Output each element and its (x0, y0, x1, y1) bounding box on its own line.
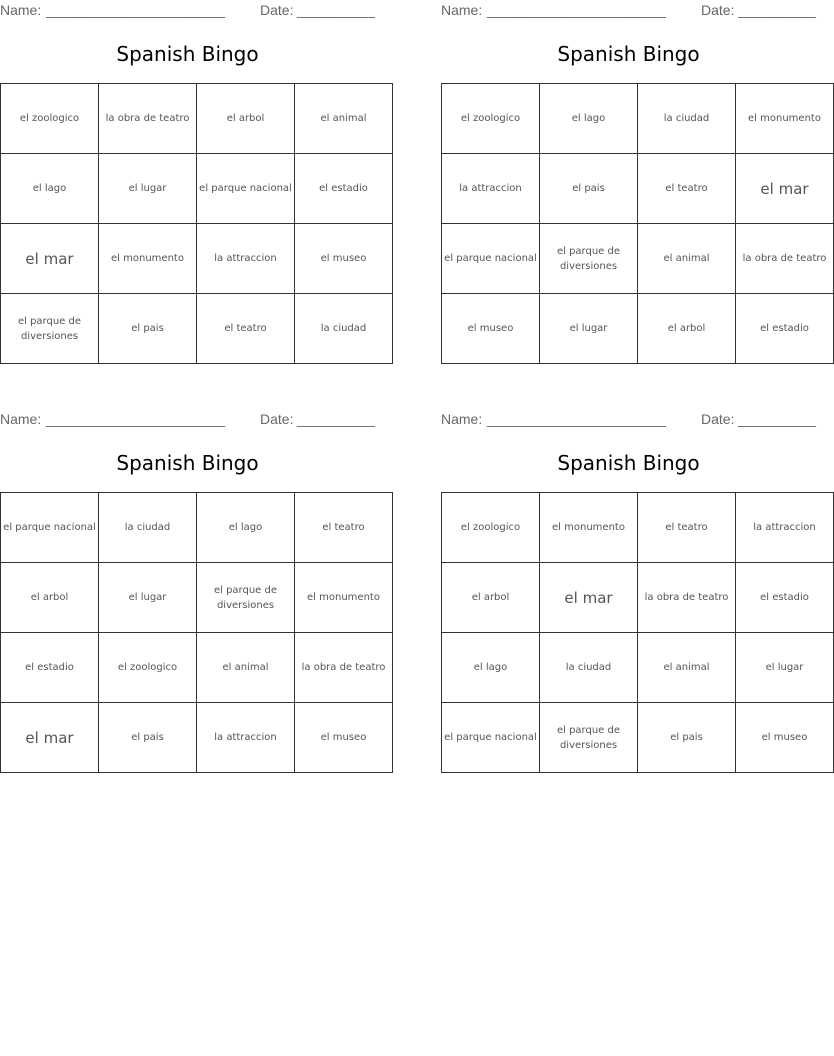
bingo-cell: la obra de teatro (99, 84, 197, 154)
date-blank-line: __________ (738, 411, 816, 427)
bingo-cell: el mar (540, 563, 638, 633)
bingo-grid (0, 83, 393, 364)
bingo-cell: el monumento (540, 493, 638, 563)
date-blank-line: __________ (297, 411, 375, 427)
bingo-cell: la attraccion (442, 154, 540, 224)
bingo-row (442, 294, 834, 364)
bingo-cell: el teatro (197, 294, 295, 364)
bingo-cell: la obra de teatro (638, 563, 736, 633)
date-label: Date: (701, 2, 735, 18)
bingo-grid (0, 492, 393, 773)
name-blank-line: _______________________ (487, 411, 667, 427)
bingo-cell: el lugar (540, 294, 638, 364)
date-label: Date: (701, 411, 735, 427)
bingo-cell: la ciudad (295, 294, 393, 364)
card-title: Spanish Bingo (557, 42, 700, 66)
bingo-cell: el mar (736, 154, 834, 224)
bingo-cell: el mar (1, 224, 99, 294)
bingo-cell: el arbol (442, 563, 540, 633)
bingo-cell: el zoologico (442, 84, 540, 154)
name-blank-line: _______________________ (46, 411, 226, 427)
bingo-cell: el lugar (736, 633, 834, 703)
bingo-cell: la ciudad (638, 84, 736, 154)
bingo-cell: el parque nacional (442, 224, 540, 294)
card-title: Spanish Bingo (557, 451, 700, 475)
name-label: Name: (441, 411, 483, 427)
bingo-row (442, 224, 834, 294)
bingo-row (1, 224, 393, 294)
bingo-row (1, 154, 393, 224)
bingo-row (442, 493, 834, 563)
bingo-cell: el zoologico (99, 633, 197, 703)
name-blank-line: _______________________ (487, 2, 667, 18)
bingo-cell: el lago (1, 154, 99, 224)
name-date-row (0, 411, 375, 429)
bingo-row (442, 154, 834, 224)
bingo-cell: el estadio (736, 563, 834, 633)
bingo-row (442, 563, 834, 633)
bingo-cell: el parque de diversiones (1, 294, 99, 364)
bingo-cell: el zoologico (1, 84, 99, 154)
bingo-cell: la ciudad (540, 633, 638, 703)
name-date-row (441, 411, 816, 429)
card-title: Spanish Bingo (116, 451, 259, 475)
bingo-cell: el estadio (295, 154, 393, 224)
bingo-cell: el teatro (638, 493, 736, 563)
name-label: Name: (0, 411, 42, 427)
bingo-cell: el zoologico (442, 493, 540, 563)
bingo-cell: el animal (638, 224, 736, 294)
bingo-cell: el pais (99, 294, 197, 364)
bingo-cell: el estadio (736, 294, 834, 364)
bingo-cell: el museo (295, 703, 393, 773)
bingo-row (1, 84, 393, 154)
name-date-row (0, 2, 375, 20)
bingo-cell: el teatro (638, 154, 736, 224)
bingo-cell: el parque de diversiones (540, 703, 638, 773)
bingo-cell: la obra de teatro (736, 224, 834, 294)
bingo-row (1, 493, 393, 563)
bingo-cell: el monumento (295, 563, 393, 633)
bingo-cell: el museo (295, 224, 393, 294)
name-label: Name: (441, 2, 483, 18)
name-blank-line: _______________________ (46, 2, 226, 18)
date-label: Date: (260, 411, 294, 427)
name-label: Name: (0, 2, 42, 18)
bingo-cell: el pais (638, 703, 736, 773)
bingo-cell: el lago (442, 633, 540, 703)
bingo-cell: el animal (295, 84, 393, 154)
bingo-row (1, 563, 393, 633)
bingo-cell: el estadio (1, 633, 99, 703)
name-date-row (441, 2, 816, 20)
bingo-cell: el parque nacional (197, 154, 295, 224)
bingo-cell: el arbol (638, 294, 736, 364)
bingo-cell: el parque nacional (442, 703, 540, 773)
bingo-grid (441, 492, 834, 773)
card-title: Spanish Bingo (116, 42, 259, 66)
bingo-grid (441, 83, 834, 364)
bingo-cell: el parque de diversiones (197, 563, 295, 633)
bingo-row (442, 703, 834, 773)
bingo-cell: el animal (638, 633, 736, 703)
bingo-cell: el arbol (197, 84, 295, 154)
bingo-cell: el teatro (295, 493, 393, 563)
bingo-cell: el lugar (99, 563, 197, 633)
date-blank-line: __________ (297, 2, 375, 18)
bingo-row (1, 294, 393, 364)
bingo-cell: el parque nacional (1, 493, 99, 563)
bingo-cell: el lago (197, 493, 295, 563)
bingo-cell: el pais (540, 154, 638, 224)
bingo-cell: el monumento (99, 224, 197, 294)
bingo-cell: la attraccion (197, 703, 295, 773)
bingo-row (1, 633, 393, 703)
bingo-cell: el parque de diversiones (540, 224, 638, 294)
bingo-cell: el animal (197, 633, 295, 703)
bingo-row (442, 633, 834, 703)
bingo-cell: la ciudad (99, 493, 197, 563)
date-blank-line: __________ (738, 2, 816, 18)
bingo-cell: la attraccion (736, 493, 834, 563)
bingo-cell: el monumento (736, 84, 834, 154)
bingo-row (442, 84, 834, 154)
bingo-cell: el pais (99, 703, 197, 773)
bingo-row (1, 703, 393, 773)
bingo-cell: el arbol (1, 563, 99, 633)
bingo-cell: el museo (736, 703, 834, 773)
date-label: Date: (260, 2, 294, 18)
bingo-cell: la obra de teatro (295, 633, 393, 703)
bingo-cell: el museo (442, 294, 540, 364)
bingo-cell: el lugar (99, 154, 197, 224)
bingo-cell: el lago (540, 84, 638, 154)
bingo-cell: el mar (1, 703, 99, 773)
bingo-cell: la attraccion (197, 224, 295, 294)
